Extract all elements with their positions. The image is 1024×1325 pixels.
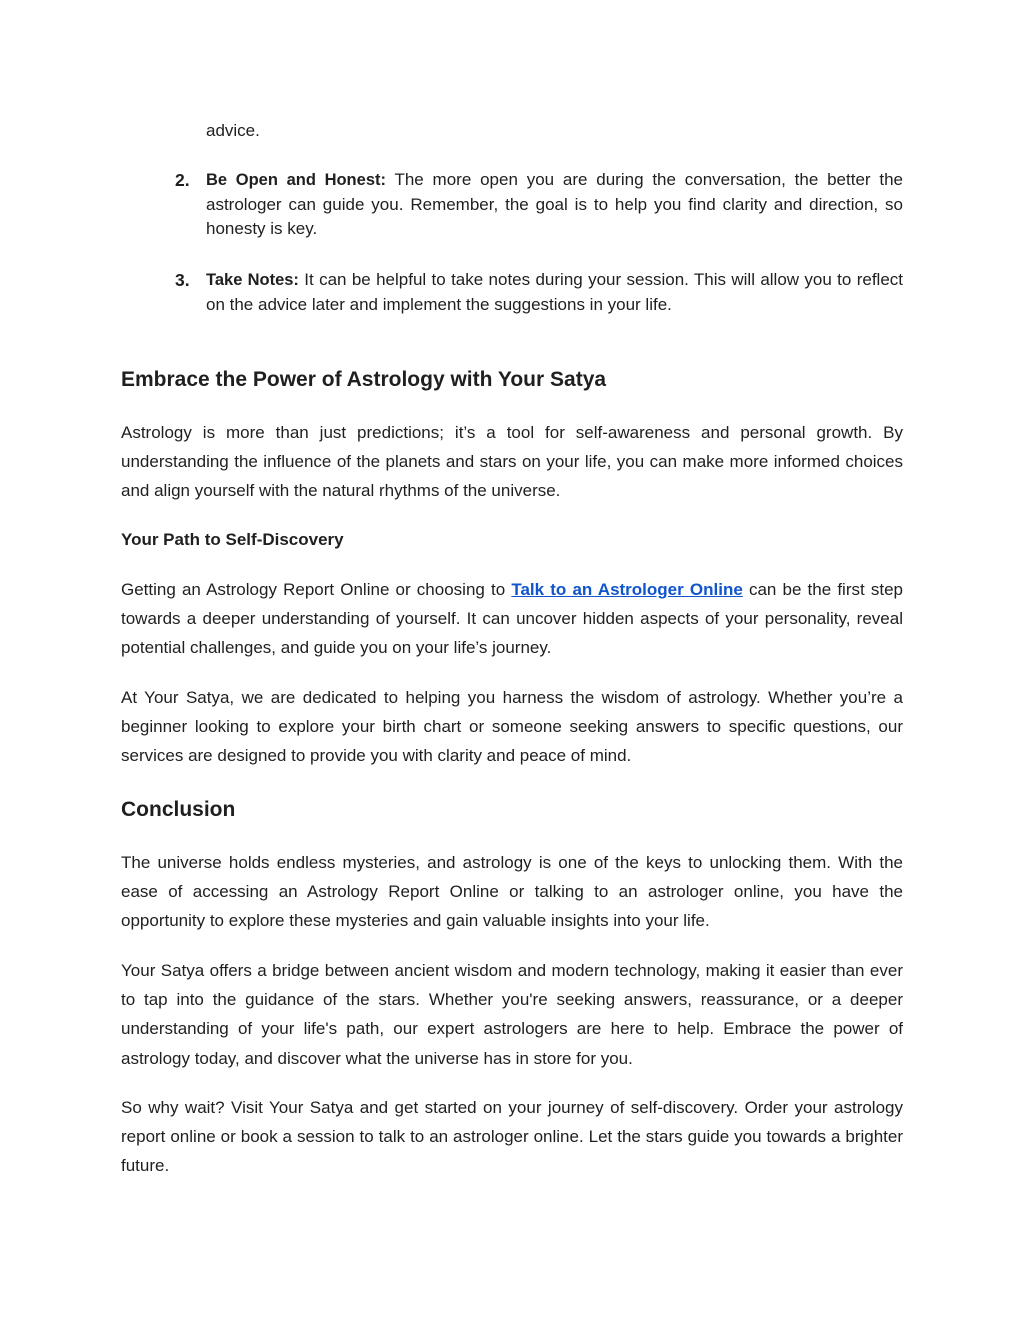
- heading-embrace: Embrace the Power of Astrology with Your Satya: [121, 368, 607, 391]
- list-item-lead: Be Open and Honest:: [206, 171, 386, 189]
- paragraph-text: can be the first step towards a deeper understanding of yourself. It can uncover hidden aspects of your personality, reveal potential challenges, and guide you on your life’s journey.: [121, 580, 903, 658]
- list-continuation: [206, 119, 903, 144]
- list-item: [175, 168, 903, 242]
- heading-path: Your Path to Self-Discovery: [121, 530, 344, 549]
- paragraph-path-2: At Your Satya, we are dedicated to helping you harness the wisdom of astrology. Whether you’re a beginner looking to explore your birth chart or someone seeking answers to specific questions, our services are designed to provide you with clarity and peace of mind.: [121, 688, 903, 766]
- heading-conclusion: Conclusion: [121, 798, 236, 821]
- list-item-text: It can be helpful to take notes during your session. This will allow you to reflect on the advice later and implement the suggestions in your life.: [206, 270, 903, 314]
- paragraph-conclusion-1: The universe holds endless mysteries, and astrology is one of the keys to unlocking them. With the ease of accessing an Astrology Report Online or talking to an astrologer online, you have the opportunity to explore these mysteries and gain valuable insights into your life.: [121, 853, 903, 931]
- paragraph-conclusion-2: Your Satya offers a bridge between ancient wisdom and modern technology, making it easier than ever to tap into the guidance of the stars. Whether you're seeking answers, reassurance, or a deeper understanding of your life's path, our expert astrologers are here to help. Embrace the power of astrology today, and discover what the universe has in store for you.: [121, 961, 903, 1068]
- list-continuation-text: advice.: [206, 121, 260, 140]
- paragraph-text: Getting an Astrology Report Online or choosing to: [121, 580, 512, 599]
- list-item-text: The more open you are during the conversation, the better the astrologer can guide you. Remember, the goal is to help you find clarity and direction, so honesty is key.: [206, 170, 903, 238]
- paragraph-embrace: Astrology is more than just predictions; it’s a tool for self-awareness and personal growth. By understanding the influence of the planets and stars on your life, you can make more informed choices and align yourself with the natural rhythms of the universe.: [121, 423, 903, 501]
- talk-to-astrologer-link[interactable]: Talk to an Astrologer Online: [511, 580, 743, 599]
- paragraph-path-1: [121, 575, 903, 663]
- list-number: 2.: [175, 170, 190, 190]
- list-item: [175, 268, 903, 317]
- paragraph-conclusion-3: So why wait? Visit Your Satya and get started on your journey of self-discovery. Order your astrology report online or book a session to talk to an astrologer online. Let the stars guide you towards a brighter future.: [121, 1098, 903, 1176]
- list-item-lead: Take Notes:: [206, 271, 299, 289]
- list-number: 3.: [175, 270, 190, 290]
